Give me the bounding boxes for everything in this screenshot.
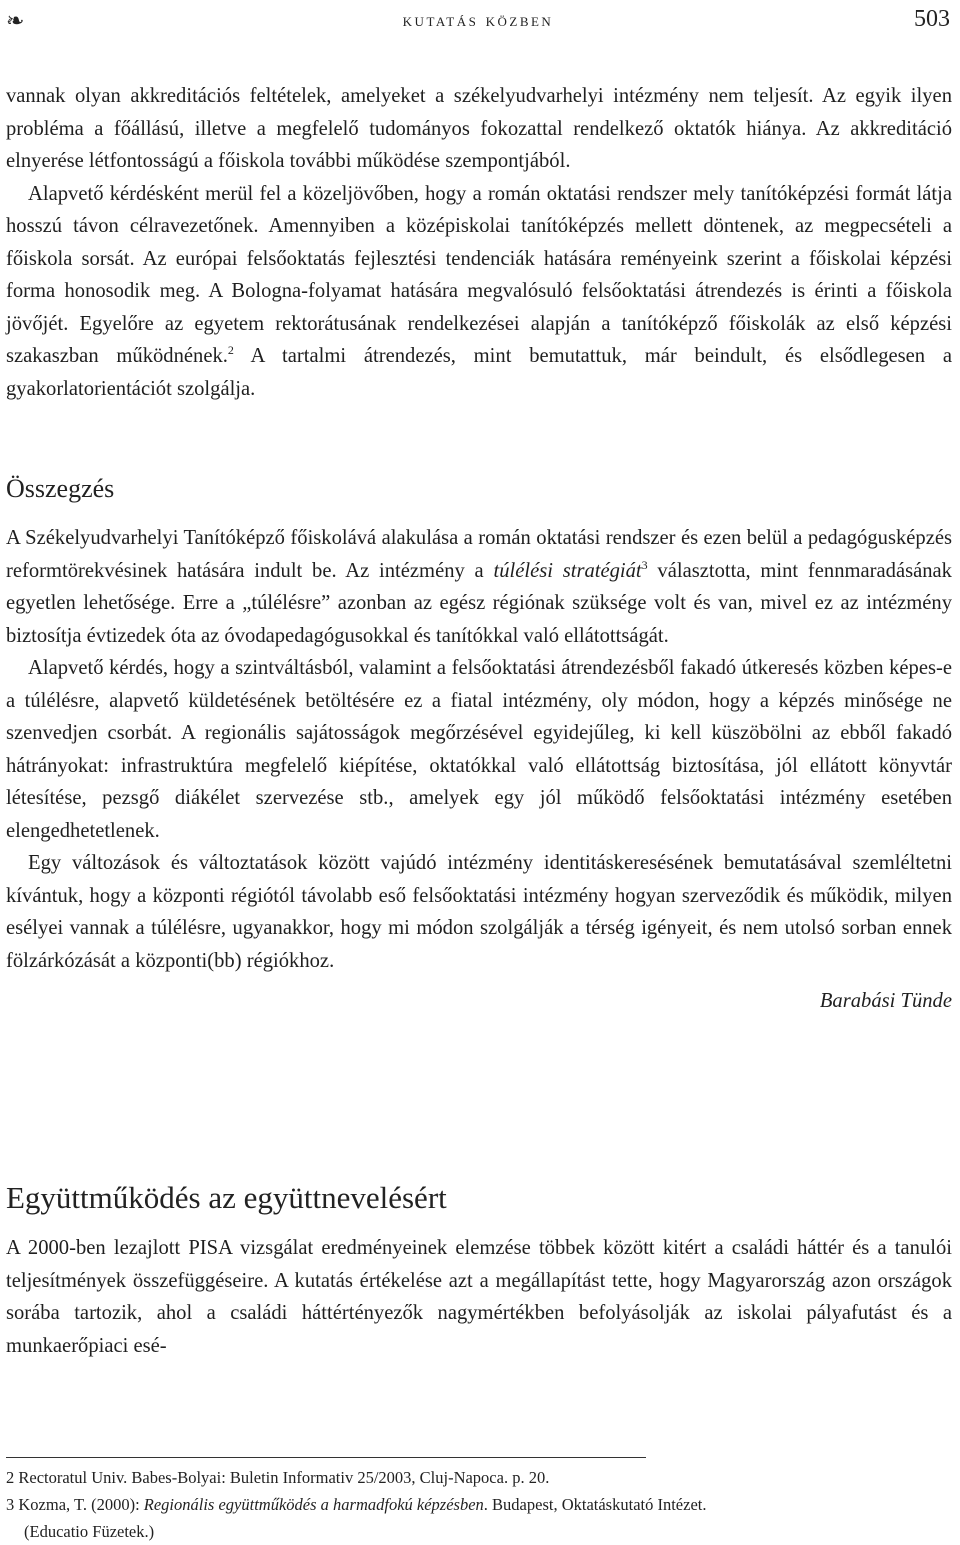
paragraph-text: Alapvető kérdésként merül fel a közeljövőben, hogy a román oktatási rendszer mely tanítóképzési formát látja hosszú távon célravezetőnek. Amennyiben a középiskolai tanítóképzés mellett döntenek, az megpecsételi a főiskola sorsát. Az európai felsőoktatás fejlesztési tendenciák hatására reményeink szerint a főiskolai képzési forma honosodik meg. A Bologna-folyamat hatására megvalósuló felsőoktatási átrendezés is érinti a főiskola jövőjét. Egyelőre az egyetem rektorátusának rendelkezései alapján a tanítóképző főiskolák az első képzési szakaszban működnének. <box>6 182 952 367</box>
paragraph-continued: vannak olyan akkreditációs feltételek, amelyeket a székelyudvarhelyi intézmény nem teljesít. Az egyik ilyen probléma a főállású, illetve a megfelelő tudományos fokozattal rendelkező oktatók hiánya. Az akkreditáció elnyerése létfontosságú a főiskola további működése szempontjából. <box>6 85 952 172</box>
paragraph-text: A tartalmi átrendezés, mint bemutattuk, már beindult, és elsődlegesen a gyakorlatorientációt szolgálja. <box>6 345 952 400</box>
article-heading: Együttműködés az együttnevelésért <box>6 1180 447 1215</box>
body-block-3 <box>6 1232 952 1362</box>
paragraph-summary-1 <box>6 522 952 652</box>
paragraph-pisa: A 2000-ben lezajlott PISA vizsgálat eredményeinek elemzése többek között kitért a családi háttér és a tanulói teljesítmények összefüggéseire. A kutatás értékelése azt a megállapítást tette, hogy Magyarország azon országok sorába tartozik, ahol a családi háttértényezők nagymértékben befolyásolják az iskolai pályafutást és a munkaerőpiaci esé- <box>6 1237 952 1357</box>
paragraph-summary-3: Egy változások és változtatások között vajúdó intézmény identitáskeresésének bemutatásával szemléltetni kívántuk, hogy a központi régiótól távolabb eső felsőoktatási intézmény hogyan szerveződik és működik, milyen esélyei vannak a túlélésre, ugyanakkor, hogy mi módon szolgálják a térség igényeit, és nem utolsó sorban ennek fölzárkózását a központi(bb) régiókhoz. <box>6 852 952 972</box>
body-block-2 <box>6 522 952 1018</box>
footnote-title: Regionális együttműködés a harmadfokú képzésben <box>143 1495 484 1514</box>
footnote-divider <box>6 1457 646 1458</box>
footnote-ref-2[interactable]: 2 <box>227 343 234 358</box>
footnote-2: 2 Rectoratul Univ. Babes-Bolyai: Buletin Informativ 25/2003, Cluj-Napoca. p. 20. <box>6 1468 550 1487</box>
footnote-ref-3[interactable]: 3 <box>641 557 648 572</box>
footnote-3 <box>6 1491 952 1545</box>
paragraph-text: A Székelyudvarhelyi Tanítóképző főiskolává alakulása a román oktatási rendszer és ezen belül a pedagógusképzés reformtörekvésinek hatására indult be. Az intézmény a <box>6 527 952 582</box>
footnote-text: 3 Kozma, T. (2000): <box>6 1495 144 1514</box>
paragraph-summary-2: Alapvető kérdés, hogy a szintváltásból, valamint a felsőoktatási átrendezésből fakadó útkeresés közben képes-e a túlélésre, alapvető küldetésének betöltésére ez a fiatal intézmény, oly módon, hogy a képzés minősége ne szenvedjen csorbát. A regionális sajátosságok megőrzésével egyidejűleg, ki kell küszöbölni az ebből fakadó hátrányokat: infrastruktúra megfelelő kiépítése, oktatókkal való ellátottság biztosítása, jól ellátott könyvtár létesítése, pezsgő diákélet szervezése stb., amelyek egy jól működő felsőoktatási intézmény esetében elengedhetetlenek. <box>6 657 952 842</box>
body-block-1 <box>6 80 952 405</box>
paragraph-text: választotta, mint fennmaradásának egyetlen lehetősége. Erre a „túlélésre” azonban az egész régiónak szüksége volt és van, mivel ez az intézmény biztosítja évtizedek óta az óvodapedagógusokkal és tanítókkal való ellátottságát. <box>6 559 952 647</box>
running-title: kutatás közben <box>402 10 554 31</box>
paragraph-bologna <box>6 178 952 406</box>
footnote-text: . Budapest, Oktatáskutató Intézet. <box>483 1495 707 1514</box>
fleuron-icon: ❧ <box>6 8 25 33</box>
section-heading-osszegzes: Összegzés <box>6 474 115 503</box>
footnote-series: (Educatio Füzetek.) <box>24 1522 155 1541</box>
running-header <box>6 4 950 40</box>
emphasis-text: túlélési stratégiát <box>493 559 642 582</box>
footnotes <box>6 1464 952 1545</box>
page-number: 503 <box>914 6 950 32</box>
author-signature: Barabási Tünde <box>819 990 952 1012</box>
